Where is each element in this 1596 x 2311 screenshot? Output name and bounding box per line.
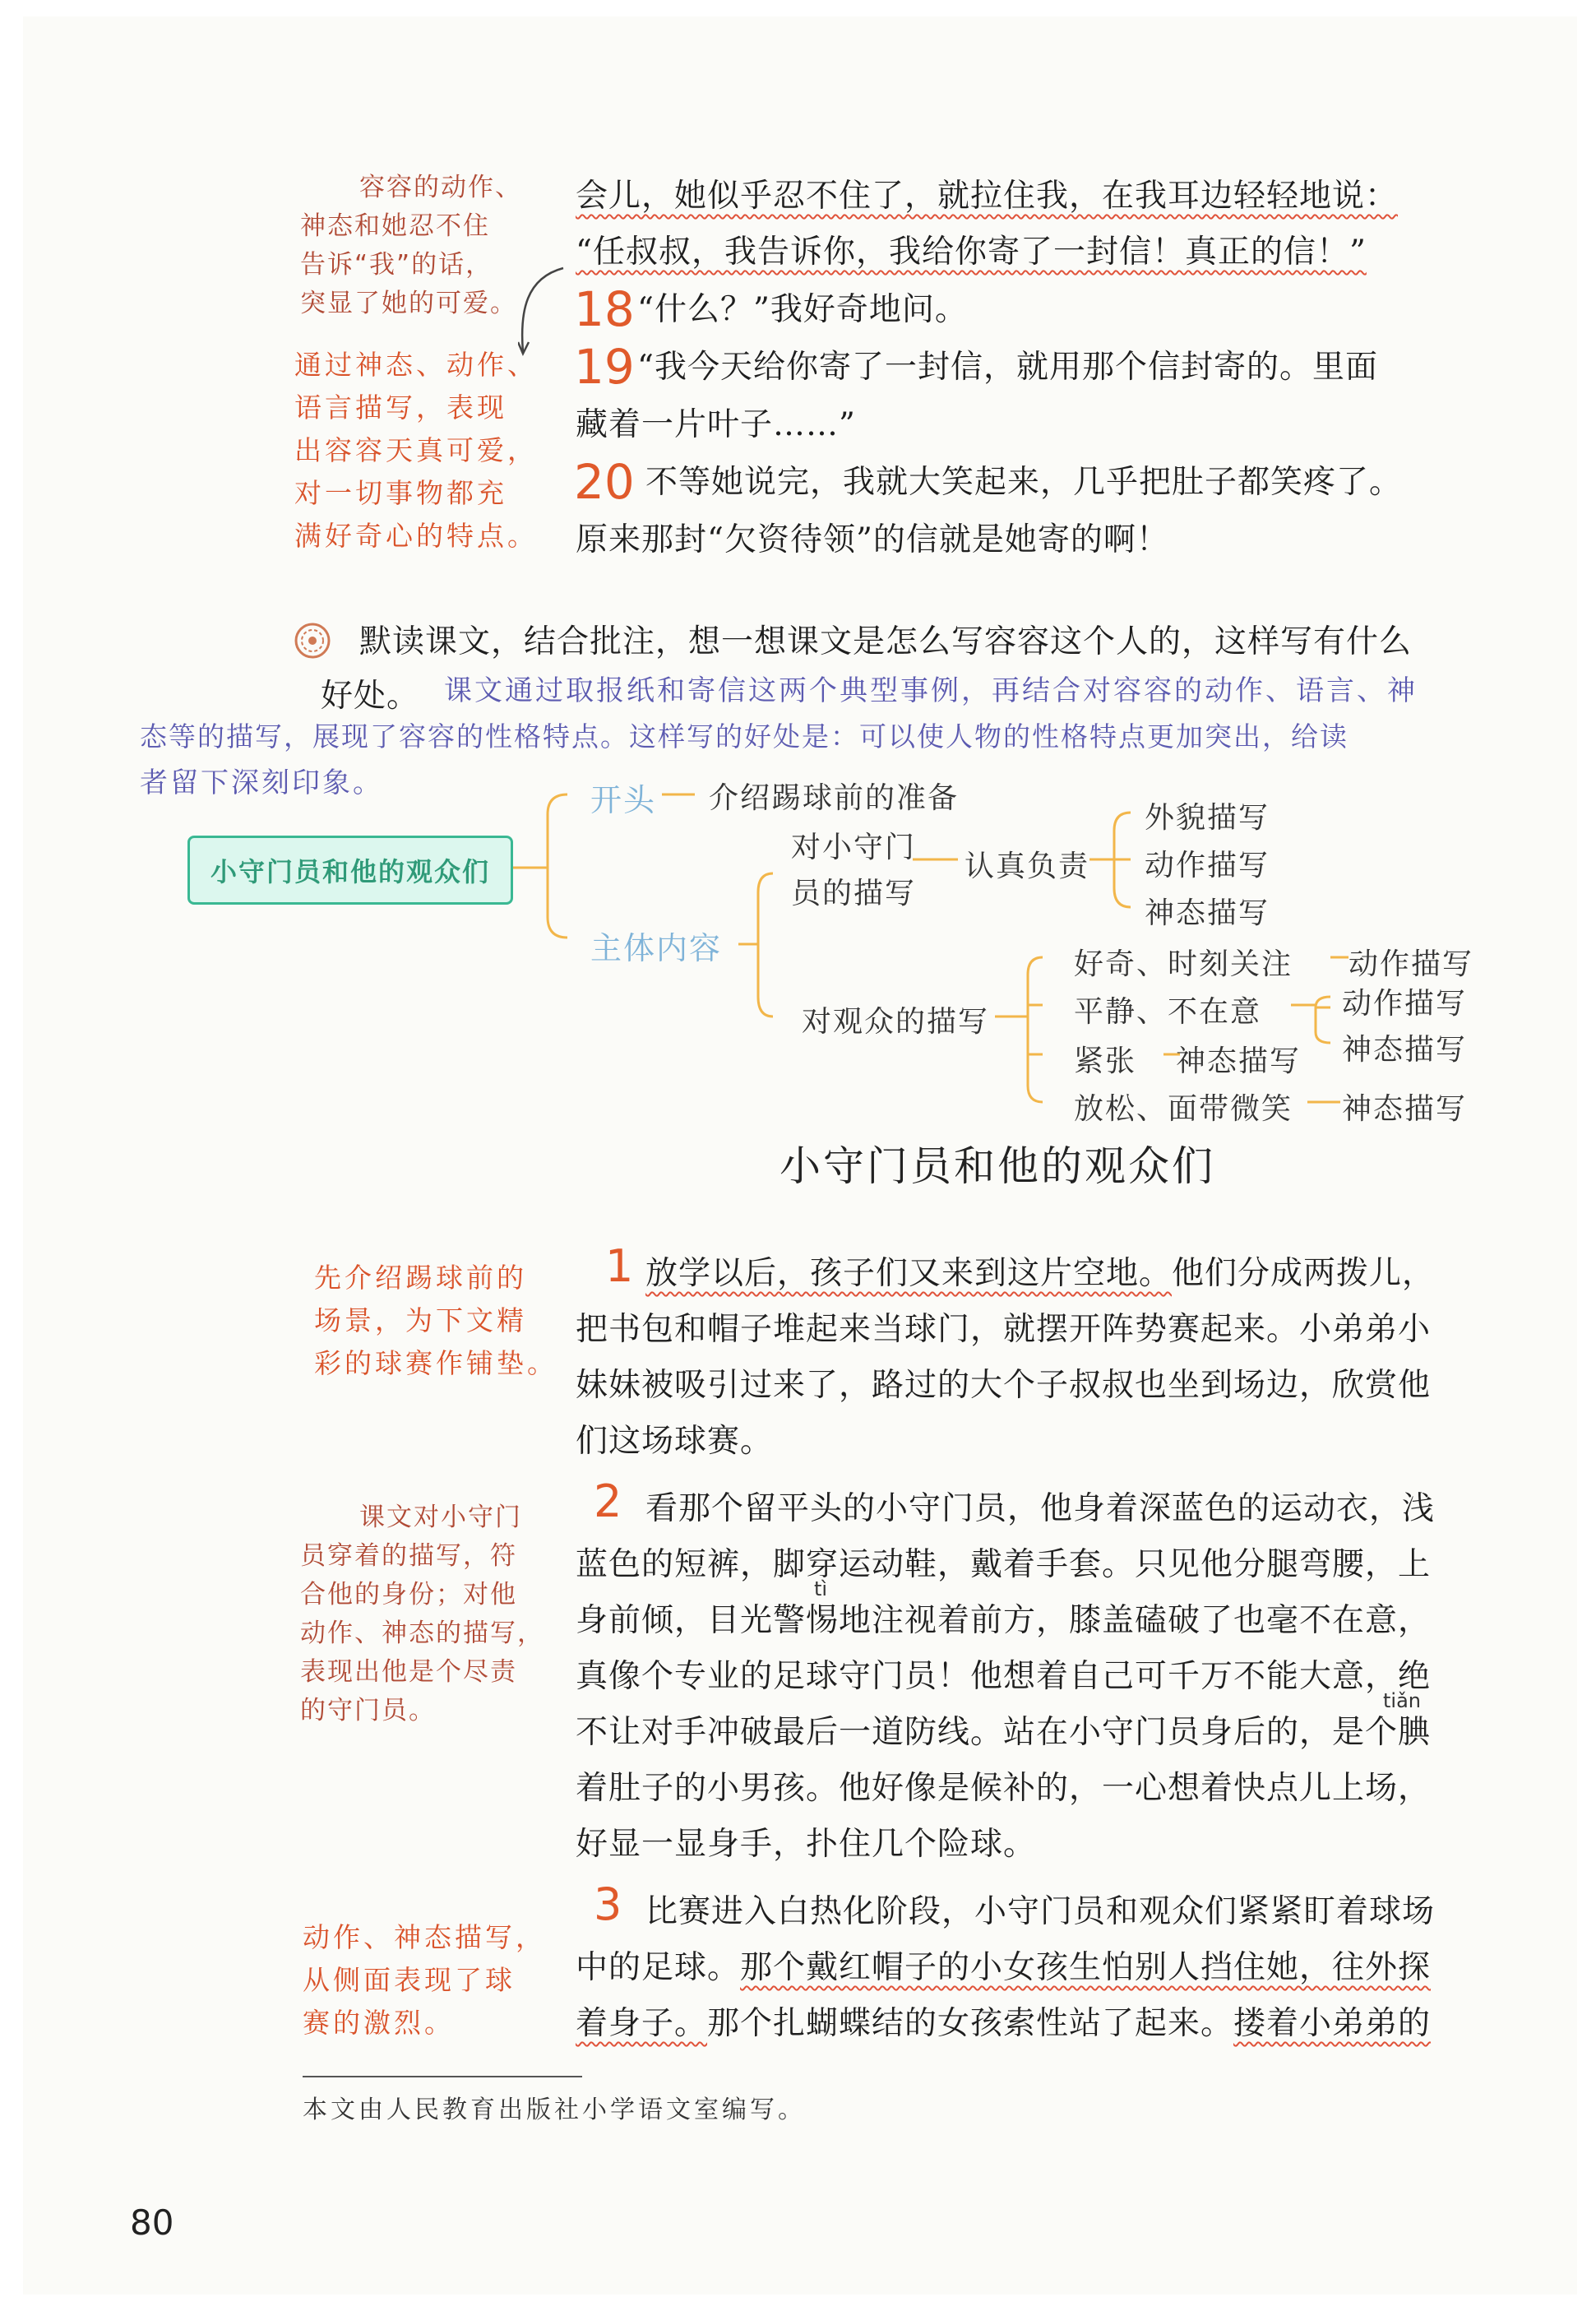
note-line: 语言描写，表现 — [294, 391, 507, 424]
paragraph-2-line-5: 不让对手冲破最后一道防线。站在小守门员身后的，是个腆 — [576, 1714, 1432, 1751]
mindmap-a1d: 动作描写 — [1349, 947, 1474, 981]
note-line: 对一切事物都充 — [294, 477, 507, 509]
paragraph-19-line-1: “我今天给你寄了一封信，就用那个信封寄的。里面 — [637, 349, 1378, 386]
mindmap-goalie-a: 对小守门 — [791, 831, 917, 864]
exercise-question-line-1: 默读课文，结合批注，想一想课文是怎么写容容这个人的，这样写有什么 — [359, 623, 1413, 660]
mindmap-a2: 平静、不在意 — [1074, 995, 1262, 1029]
article-note-c — [303, 1916, 557, 2045]
paragraph-18: “什么？”我好奇地问。 — [637, 291, 968, 328]
mindmap-a4: 放松、面带微笑 — [1074, 1092, 1293, 1126]
mindmap-a2d1: 动作描写 — [1342, 987, 1468, 1021]
note-line: 通过神态、动作、 — [294, 349, 538, 381]
note-line: 合他的身份；对他 — [300, 1580, 517, 1609]
paragraph-1-line-2: 把书包和帽子堆起来当球门，就摆开阵势赛起来。小弟弟小 — [576, 1311, 1432, 1348]
note-line: 员穿着的描写，符 — [300, 1541, 517, 1571]
paragraph-1-line-3: 妹妹被吸引过来了，路过的大个子叔叔也坐到场边，欣赏他 — [576, 1367, 1432, 1404]
paragraph-3-line-1: 比赛进入白热化阶段，小守门员和观众们紧紧盯着球场 — [645, 1893, 1436, 1930]
text-span: 那个扎蝴蝶结的女孩索性站了起来。 — [707, 2005, 1234, 2042]
text-span: 搂着小弟弟的 — [1233, 2005, 1432, 2042]
article-note-a — [314, 1257, 561, 1385]
paragraph-number-20: 20 — [574, 454, 635, 510]
mindmap-goalie-trait: 认真负责 — [965, 850, 1090, 883]
text-span: 中的足球。 — [576, 1949, 741, 1986]
mindmap-goalie-d2: 动作描写 — [1145, 849, 1270, 882]
mindmap-a4d: 神态描写 — [1342, 1092, 1468, 1126]
paragraph-number-19: 19 — [574, 339, 635, 395]
handwritten-answer-line-3: 者留下深刻印象。 — [140, 766, 383, 799]
paragraph-number-3: 3 — [594, 1878, 622, 1930]
paragraph-3-line-3 — [576, 2000, 1431, 2048]
mindmap-opening: 开头 — [590, 782, 657, 818]
text-span: “任叔叔，我告诉你，我给你寄了一封信！真正的信！” — [576, 234, 1367, 271]
text-span: 那个戴红帽子的小女孩生怕别人挡住她，往外探 — [740, 1949, 1432, 1986]
paragraph-number-1: 1 — [605, 1240, 634, 1292]
paragraph-number-2: 2 — [594, 1475, 622, 1527]
paragraph-2-line-4: 真像个专业的足球守门员！他想着自己可千万不能大意，绝 — [576, 1658, 1432, 1695]
mindmap-a3d: 神态描写 — [1176, 1044, 1302, 1078]
mindmap-opening-desc: 介绍踢球前的准备 — [709, 781, 960, 815]
mindmap-goalie-d1: 外貌描写 — [1145, 801, 1270, 835]
handwritten-answer-line-1: 课文通过取报纸和寄信这两个典型事例，再结合对容容的动作、语言、神 — [444, 674, 1418, 707]
text-span: 着身子。 — [576, 2005, 708, 2042]
paragraph-20-line-1: 不等她说完，我就大笑起来，几乎把肚子都笑疼了。 — [645, 464, 1403, 501]
note-line: 告诉“我”的话， — [300, 250, 493, 280]
note-line: 课文对小守门 — [359, 1503, 522, 1532]
mindmap-goalie-b: 员的描写 — [791, 877, 917, 910]
note-line: 动作、神态描写， — [303, 1921, 546, 1953]
note-line: 表现出他是个尽责 — [300, 1657, 517, 1687]
paragraph-2-line-6: 着肚子的小男孩。他好像是候补的，一心想着快点儿上场， — [576, 1770, 1432, 1807]
note-line: 动作、神态的描写， — [300, 1619, 544, 1648]
mindmap-a3: 紧张 — [1074, 1044, 1137, 1078]
article-note-b — [300, 1498, 555, 1730]
footnote: 本文由人民教育出版社小学语文室编写。 — [303, 2096, 806, 2124]
paragraph-3-line-2 — [576, 1944, 1431, 1992]
note-line: 满好奇心的特点。 — [294, 520, 538, 552]
note-line: 先介绍踢球前的 — [314, 1262, 527, 1294]
paragraph-1-line-1 — [645, 1250, 1435, 1298]
text-span: 会儿，她似乎忍不住了，就拉住我，在我耳边轻轻地说： — [576, 178, 1399, 215]
note-line: 容容的动作、 — [359, 173, 522, 202]
note-line: 出容容天真可爱， — [294, 434, 538, 466]
paragraph-number-18: 18 — [574, 281, 635, 337]
note-line: 突显了她的可爱。 — [300, 289, 517, 318]
page-number: 80 — [130, 2202, 174, 2243]
paragraph-2-line-1: 看那个留平头的小守门员，他身着深蓝色的运动衣，浅 — [645, 1490, 1436, 1527]
exercise-question-line-2: 好处。 — [321, 678, 420, 715]
paragraph-2-line-3: 身前倾，目光警惕地注视着前方，膝盖磕破了也毫不在意， — [576, 1602, 1432, 1639]
mindmap-a1: 好奇、时刻关注 — [1074, 947, 1293, 981]
mindmap-root — [187, 836, 513, 905]
text-span: 放学以后，孩子们又来到这片空地。 — [645, 1255, 1173, 1292]
handwritten-answer-line-2: 态等的描写，展现了容容的性格特点。这样写的好处是：可以使人物的性格特点更加突出，给读 — [140, 720, 1349, 753]
note-line: 场景，为下文精 — [314, 1304, 527, 1336]
text-span: 他们分成两拨儿， — [1172, 1255, 1436, 1292]
mindmap-main: 主体内容 — [590, 930, 723, 966]
mindmap-goalie-d3: 神态描写 — [1145, 896, 1270, 930]
article-title: 小守门员和他的观众们 — [779, 1142, 1215, 1190]
mindmap-audience: 对观众的描写 — [802, 1005, 990, 1039]
mindmap-a2d2: 神态描写 — [1342, 1033, 1468, 1067]
note-line: 神态和她忍不住 — [300, 211, 490, 241]
footnote-divider — [303, 2076, 582, 2077]
paragraph-19-line-2: 藏着一片叶子……” — [576, 406, 856, 443]
pinyin-ti: tì — [814, 1577, 828, 1600]
note-line: 彩的球赛作铺垫。 — [314, 1347, 557, 1379]
note-line: 赛的激烈。 — [303, 2007, 455, 2039]
note-line: 从侧面表现了球 — [303, 1964, 516, 1996]
paragraph-2-line-7: 好显一显身手，扑住几个险球。 — [576, 1826, 1037, 1863]
mindmap-root-label: 小守门员和他的观众们 — [210, 856, 490, 887]
paragraph-2-line-2: 蓝色的短裤，脚穿运动鞋，戴着手套。只见他分腿弯腰，上 — [576, 1546, 1432, 1583]
paragraph-1-line-4: 们这场球赛。 — [576, 1423, 774, 1460]
pinyin-tian: tiǎn — [1383, 1689, 1421, 1712]
note-line: 的守门员。 — [300, 1696, 436, 1725]
paragraph-20-line-2: 原来那封“欠资待领”的信就是她寄的啊！ — [576, 521, 1169, 558]
